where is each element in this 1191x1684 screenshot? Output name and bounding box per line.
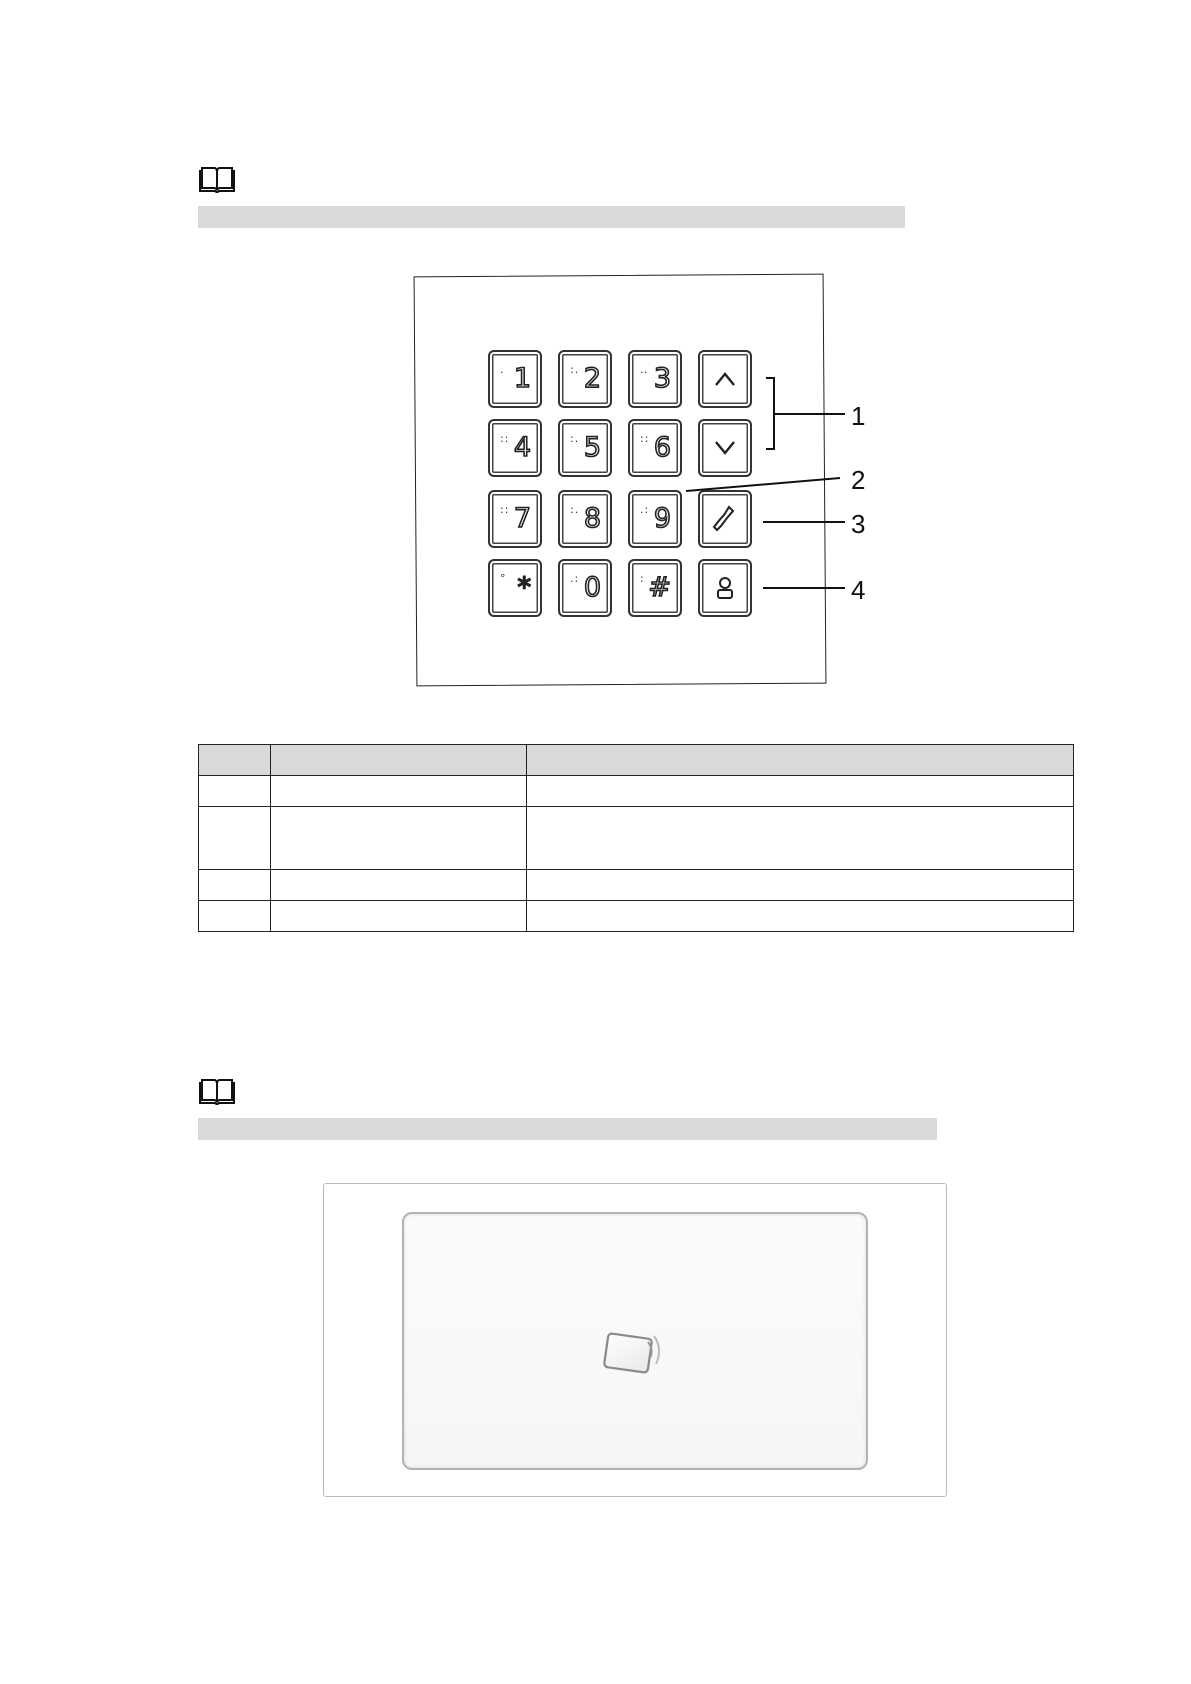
table-cell (271, 870, 527, 901)
table-row (199, 870, 1074, 901)
callout-4: 4 (851, 575, 866, 605)
table-row (199, 776, 1074, 807)
table-cell (199, 870, 271, 901)
table-row (199, 901, 1074, 932)
key-glyph: 5 (583, 432, 601, 463)
table-cell (527, 901, 1074, 932)
table-header-row (199, 745, 1074, 776)
table-cell (199, 807, 271, 870)
braille-dots: :. (570, 363, 580, 376)
table-cell (527, 870, 1074, 901)
key-glyph: 4 (513, 432, 531, 463)
key-glyph: * (517, 572, 531, 603)
braille-dots: .: (640, 503, 650, 516)
table-cell (527, 776, 1074, 807)
table-cell (271, 901, 527, 932)
table-cell (527, 807, 1074, 870)
table-header-cell (199, 745, 271, 776)
key-glyph: 2 (583, 363, 601, 394)
table-cell (271, 776, 527, 807)
braille-dots: :. (570, 503, 580, 516)
key-glyph: 0 (583, 572, 601, 603)
key-glyph: # (648, 572, 671, 603)
callout-1: 1 (851, 401, 866, 431)
table-cell (271, 807, 527, 870)
parameter-table (198, 744, 1074, 932)
braille-dots: :: (500, 503, 510, 516)
table-header-cell (527, 745, 1074, 776)
callout-3: 3 (851, 509, 866, 539)
braille-dots: : (640, 572, 645, 585)
table-cell (199, 901, 271, 932)
note-book-icon (198, 1078, 236, 1111)
key-glyph: 3 (653, 363, 671, 394)
key-glyph: 8 (583, 503, 601, 534)
braille-dots: ° (500, 572, 507, 585)
braille-dots: :: (500, 432, 510, 445)
braille-dots: :: (640, 432, 650, 445)
braille-dots: .: (570, 572, 580, 585)
braille-dots: :. (570, 432, 580, 445)
braille-dots: ‥ (640, 363, 649, 376)
card-swipe-icon (602, 1322, 674, 1387)
braille-dots: . (500, 363, 505, 376)
key-glyph: 1 (513, 363, 531, 394)
table-header-cell (271, 745, 527, 776)
table-row (199, 807, 1074, 870)
note-text-bar (198, 1118, 937, 1140)
callout-2: 2 (851, 465, 866, 495)
key-glyph: 6 (653, 432, 671, 463)
key-glyph: 7 (513, 503, 531, 534)
table-cell (199, 776, 271, 807)
callout-lines (0, 0, 1191, 700)
key-glyph: 9 (653, 503, 671, 534)
